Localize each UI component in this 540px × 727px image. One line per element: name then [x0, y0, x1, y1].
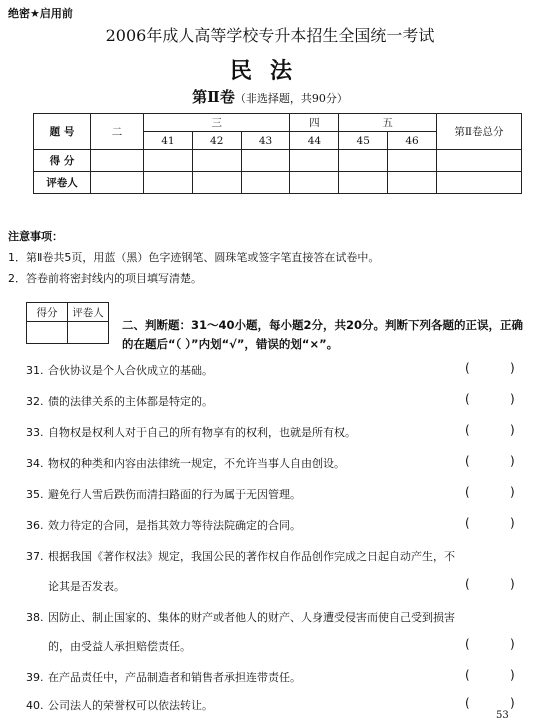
answer-paren-right[interactable]: ): [510, 485, 515, 499]
answer-paren-right[interactable]: ): [510, 454, 515, 468]
question-item: 34. 物权的种类和内容由法律统一规定，不允许当事人自由创设。: [26, 457, 345, 470]
score-cell[interactable]: [241, 150, 290, 172]
score-cell[interactable]: [388, 150, 437, 172]
section-grader-label: 评卷人: [68, 303, 109, 322]
note-item: 1．第Ⅱ卷共5页，用蓝（黑）色字迹钢笔、圆珠笔或签字笔直接答在试卷中。: [8, 251, 380, 264]
score-cell[interactable]: [192, 150, 241, 172]
grader-cell[interactable]: [144, 172, 193, 194]
answer-paren-left[interactable]: (: [465, 361, 470, 375]
answer-paren-left[interactable]: (: [465, 392, 470, 406]
col-section-four: 四: [290, 114, 339, 132]
answer-paren-left[interactable]: (: [465, 668, 470, 682]
answer-paren-left[interactable]: (: [465, 637, 470, 651]
grader-cell[interactable]: [290, 172, 339, 194]
grader-cell[interactable]: [388, 172, 437, 194]
score-cell[interactable]: [144, 150, 193, 172]
score-table: [33, 113, 522, 194]
question-item: 37. 根据我国《著作权法》规定，我国公民的著作权自作品创作完成之日起自动产生，不: [26, 550, 455, 563]
answer-paren-right[interactable]: ): [510, 516, 515, 530]
answer-paren-right[interactable]: ): [510, 361, 515, 375]
question-item: 31. 合伙协议是个人合伙成立的基础。: [26, 364, 213, 377]
grader-cell[interactable]: [437, 172, 522, 194]
page-number: 53: [496, 710, 509, 721]
answer-paren-left[interactable]: (: [465, 516, 470, 530]
volume-label: 第Ⅱ卷: [192, 88, 235, 106]
score-cell[interactable]: [339, 150, 388, 172]
question-item: 39. 在产品责任中，产品制造者和销售者承担连带责任。: [26, 671, 301, 684]
score-row-label: 得 分: [34, 150, 91, 172]
answer-paren-right[interactable]: ): [510, 637, 515, 651]
question-number-label: 题 号: [34, 114, 91, 150]
question-item: 35. 避免行人雪后跌伤而清扫路面的行为属于无因管理。: [26, 488, 301, 501]
answer-paren-left[interactable]: (: [465, 485, 470, 499]
answer-paren-right[interactable]: ): [510, 668, 515, 682]
section-score-label: 得分: [27, 303, 68, 322]
answer-paren-left[interactable]: (: [465, 577, 470, 591]
question-item: 32. 债的法律关系的主体都是特定的。: [26, 395, 213, 408]
question-item: 33. 自物权是权利人对于自己的所有物享有的权利，也就是所有权。: [26, 426, 356, 439]
answer-paren-left[interactable]: (: [465, 696, 470, 710]
score-cell[interactable]: [437, 150, 522, 172]
section-two-heading: 二、判断题：31～40小题，每小题2分，共20分。判断下列各题的正误，正确的在题后“（ ）”内划“√”，错误的划“×”。: [122, 318, 524, 351]
col-section-five: 五: [339, 114, 437, 132]
answer-paren-left[interactable]: (: [465, 454, 470, 468]
col-section-two: 二: [91, 114, 144, 150]
subject-title: 民法: [229, 58, 310, 84]
answer-paren-right[interactable]: ): [510, 577, 515, 591]
col-total: 第Ⅱ卷总分: [437, 114, 522, 150]
answer-paren-left[interactable]: (: [465, 423, 470, 437]
grader-cell[interactable]: [339, 172, 388, 194]
col-section-three: 三: [144, 114, 290, 132]
volume-title: [0, 86, 540, 107]
sub-number: 43: [241, 132, 290, 150]
sub-number: 45: [339, 132, 388, 150]
sub-number: 46: [388, 132, 437, 150]
sub-number: 42: [192, 132, 241, 150]
answer-paren-right[interactable]: ): [510, 423, 515, 437]
score-cell[interactable]: [290, 150, 339, 172]
grader-cell[interactable]: [91, 172, 144, 194]
exam-title: 2006年成人高等学校专升本招生全国统一考试: [105, 26, 435, 45]
notes-title: 注意事项：: [8, 230, 63, 243]
answer-paren-right[interactable]: ): [510, 392, 515, 406]
section-grader-cell[interactable]: [68, 322, 109, 344]
question-item: 40. 公司法人的荣誉权可以依法转让。: [26, 699, 213, 712]
note-item: 2．答卷前将密封线内的项目填写清楚。: [8, 272, 202, 285]
sub-number: 44: [290, 132, 339, 150]
grader-row-label: 评卷人: [34, 172, 91, 194]
score-cell[interactable]: [91, 150, 144, 172]
secret-mark: 绝密★启用前: [8, 7, 73, 20]
volume-note: （非选择题，共90分）: [234, 92, 348, 105]
grader-cell[interactable]: [241, 172, 290, 194]
grader-cell[interactable]: [192, 172, 241, 194]
question-continuation: 的，由受益人承担赔偿责任。: [48, 640, 191, 653]
sub-number: 41: [144, 132, 193, 150]
section-score-cell[interactable]: [27, 322, 68, 344]
question-continuation: 论其是否发表。: [48, 580, 125, 593]
section-score-box: [26, 302, 109, 344]
question-item: 36. 效力待定的合同，是指其效力等待法院确定的合同。: [26, 519, 301, 532]
question-item: 38. 因防止、制止国家的、集体的财产或者他人的财产、人身遭受侵害而使自己受到损害: [26, 611, 455, 624]
answer-paren-right[interactable]: ): [510, 696, 515, 710]
